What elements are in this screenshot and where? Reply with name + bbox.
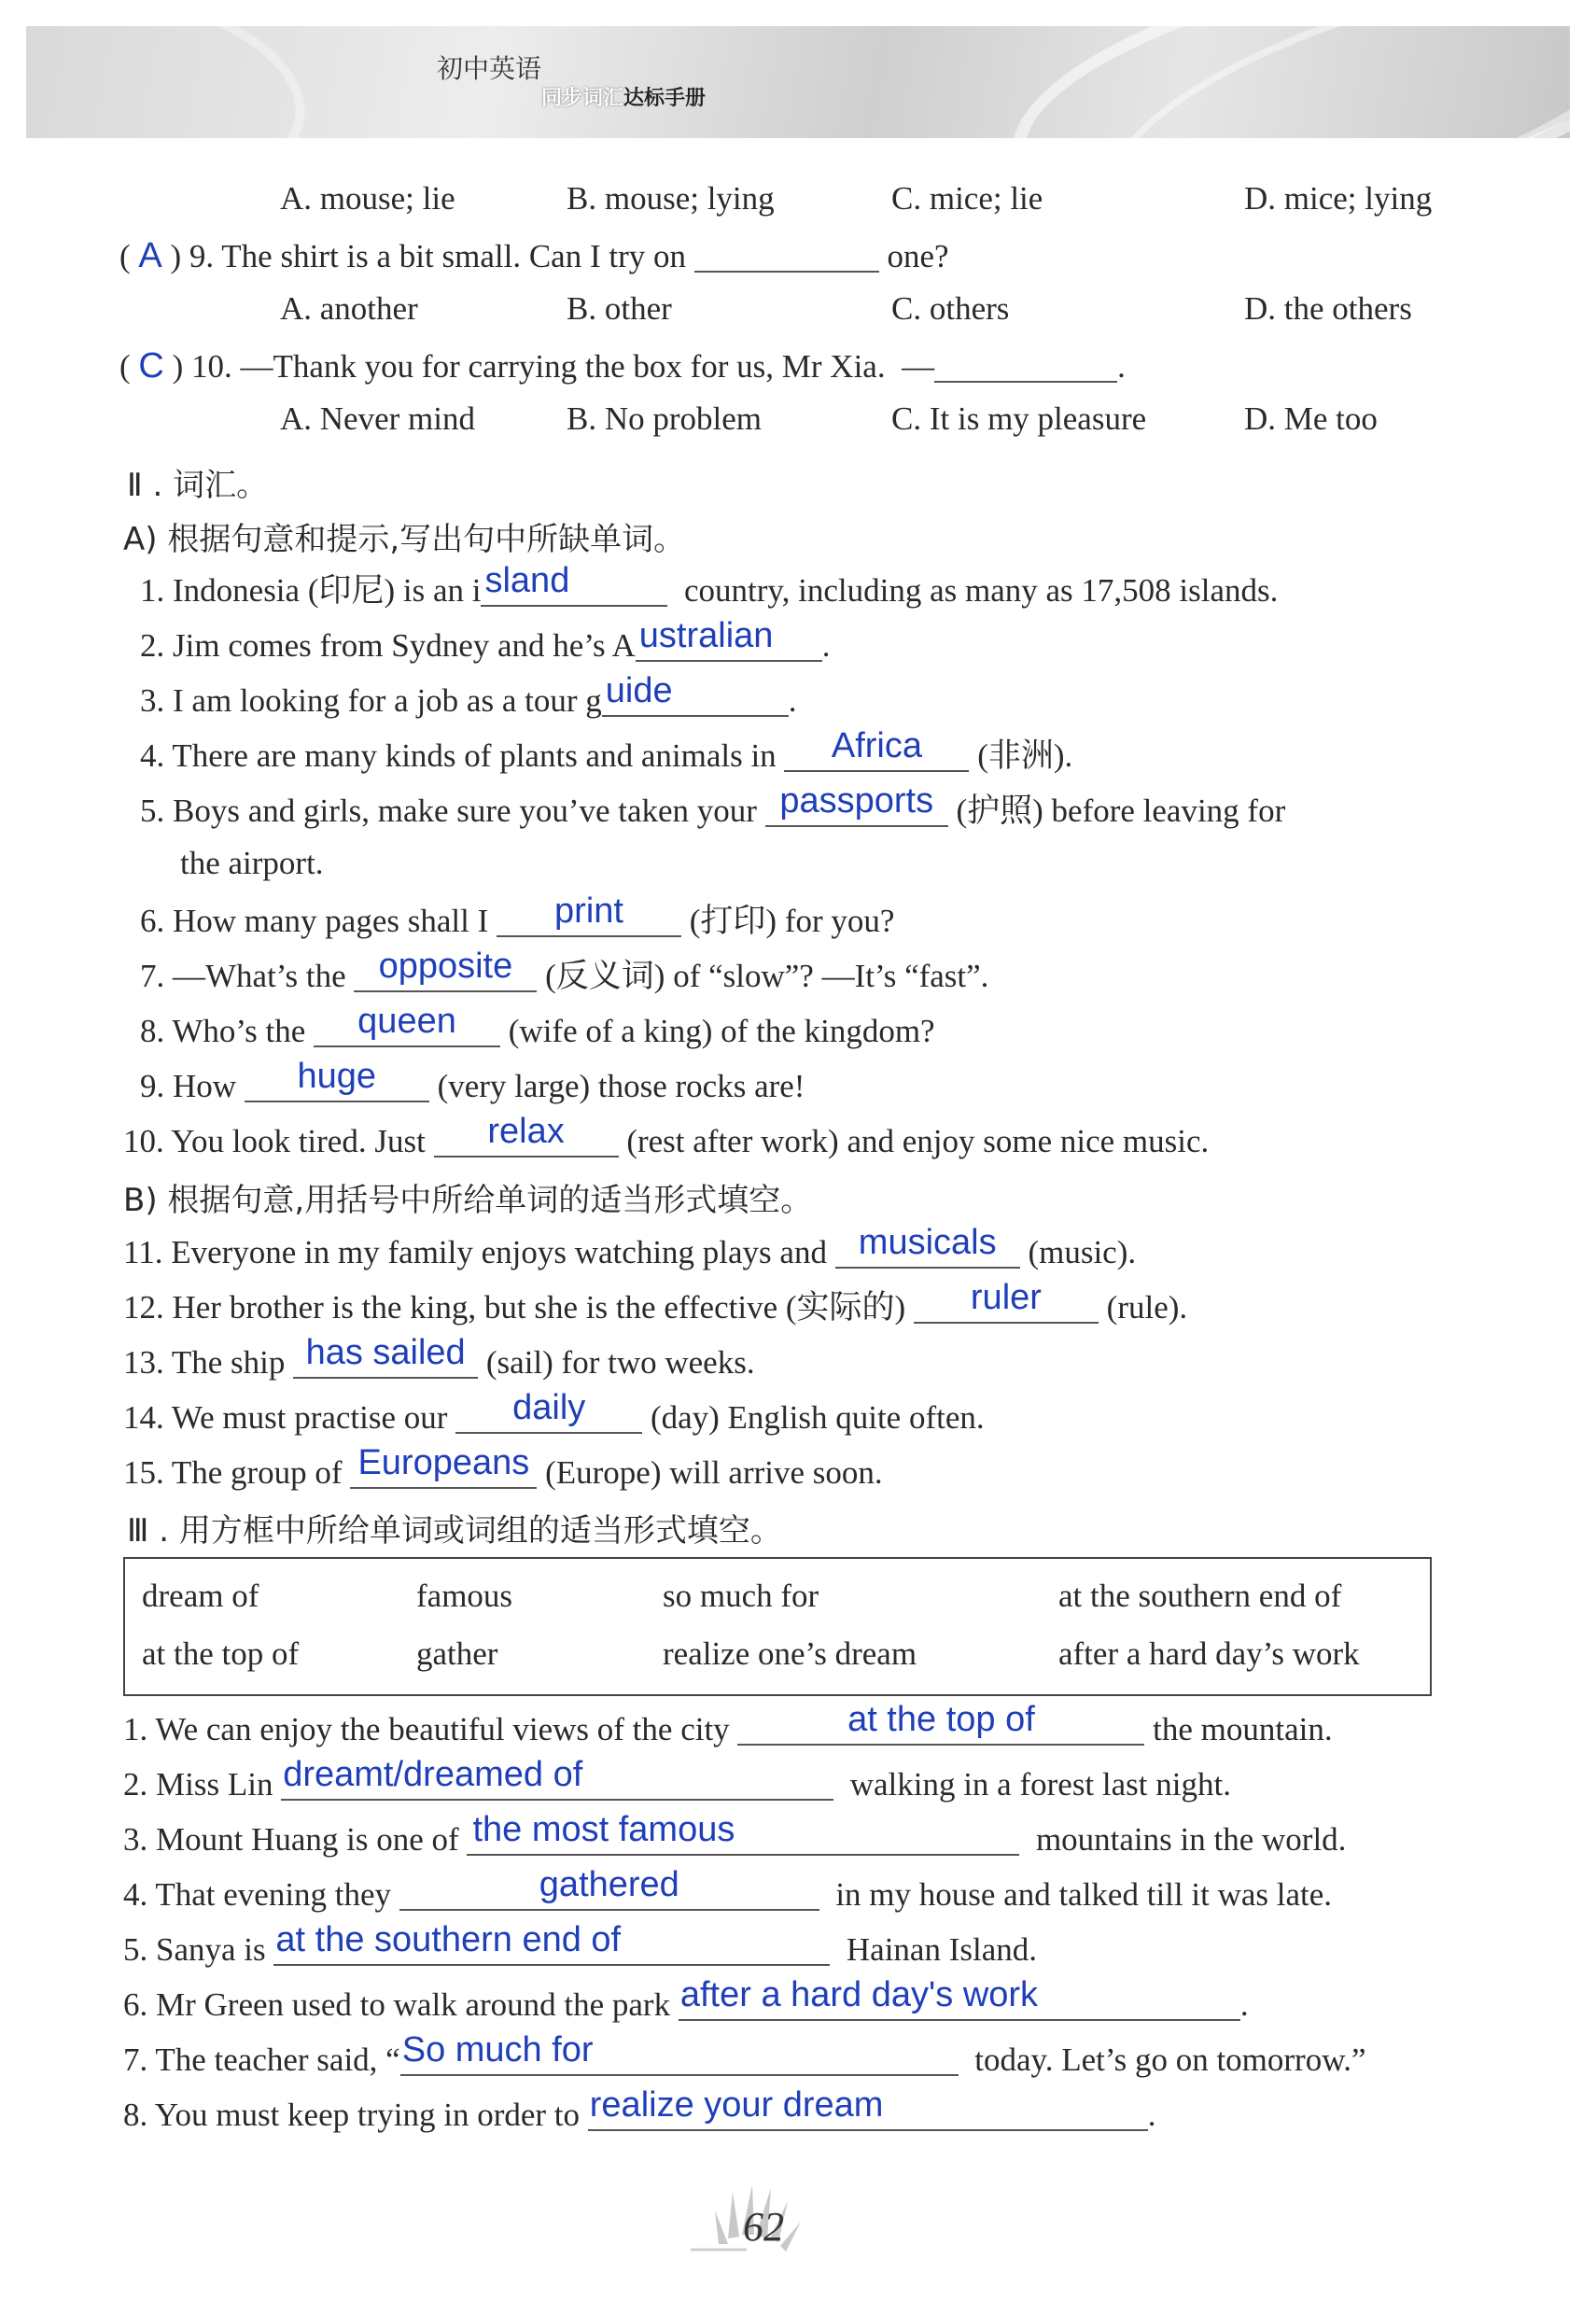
vocab-item: 12. Her brother is the king, but she is the effective (实际的) ruler (rule).	[123, 1278, 1188, 1326]
vocab-item-continued: the airport.	[180, 845, 324, 881]
word-box-item: realize one’s dream	[663, 1635, 917, 1672]
q9-stem: ( A ) 9. The shirt is a bit small. Can I try on one?	[119, 233, 949, 277]
vocab-item: 7. —What’s the opposite (反义词) of “slow”? —It’s “fast”.	[140, 947, 989, 994]
fill-item: 3. Mount Huang is one of the most famous mountains in the world.	[123, 1810, 1347, 1858]
section-2a-instructions: A) 根据句意和提示,写出句中所缺单词。	[123, 521, 686, 558]
q10-option-d: D. Me too	[1244, 400, 1378, 437]
vocab-item: 2. Jim comes from Sydney and he’s A ustralian .	[140, 616, 831, 664]
word-box-item: so much for	[663, 1578, 819, 1614]
vocab-item: 9. How huge (very large) those rocks are!	[140, 1057, 805, 1104]
fill-item: 7. The teacher said, “ So much for today. Let’s go on tomorrow.”	[123, 2030, 1366, 2078]
q8-option-a: A. mouse; lie	[280, 180, 455, 217]
word-box-item: at the top of	[142, 1635, 300, 1672]
q9-option-d: D. the others	[1244, 290, 1412, 327]
vocab-item: 10. You look tired. Just relax (rest after work) and enjoy some nice music.	[123, 1112, 1210, 1159]
word-box-item: at the southern end of	[1058, 1578, 1342, 1614]
fill-item: 8. You must keep trying in order to realize your dream .	[123, 2085, 1156, 2133]
q8-option-c: C. mice; lie	[891, 180, 1043, 217]
vocab-item: 13. The ship has sailed (sail) for two weeks.	[123, 1333, 755, 1381]
q10-option-b: B. No problem	[567, 400, 763, 437]
vocab-item: 1. Indonesia (印尼) is an i sland country, including as many as 17,508 islands.	[140, 561, 1279, 609]
vocab-item: 4. There are many kinds of plants and animals in Africa (非洲).	[140, 726, 1073, 774]
q9-option-b: B. other	[567, 290, 672, 327]
word-box-item: after a hard day’s work	[1058, 1635, 1360, 1672]
fill-item: 5. Sanya is at the southern end of Hainan Island.	[123, 1920, 1037, 1968]
q10-option-a: A. Never mind	[280, 400, 475, 437]
section-2b-instructions: B) 根据句意,用括号中所给单词的适当形式填空。	[123, 1182, 813, 1219]
section-2-title: Ⅱ . 词汇。	[127, 467, 269, 504]
word-box	[123, 1557, 1432, 1696]
q9-option-c: C. others	[891, 290, 1010, 327]
header-title: 初中英语	[437, 53, 542, 84]
word-box-item: gather	[416, 1635, 498, 1672]
page-number: 62	[743, 2204, 784, 2250]
fill-item: 6. Mr Green used to walk around the park after a hard day's work .	[123, 1975, 1249, 2023]
q10-stem: ( C ) 10. —Thank you for carrying the box for us, Mr Xia. — .	[119, 344, 1126, 387]
vocab-item: 6. How many pages shall I print (打印) for you?	[140, 891, 895, 939]
fill-item: 1. We can enjoy the beautiful views of the city at the top of the mountain.	[123, 1700, 1333, 1747]
q9-answer: A	[138, 236, 162, 275]
vocab-item: 3. I am looking for a job as a tour g uide .	[140, 671, 797, 719]
q10-option-c: C. It is my pleasure	[891, 400, 1147, 437]
vocab-item: 15. The group of Europeans (Europe) will arrive soon.	[123, 1443, 883, 1491]
page-header	[26, 26, 1570, 138]
q10-answer: C	[138, 346, 164, 386]
vocab-item: 5. Boys and girls, make sure you’ve taken your passports (护照) before leaving for	[140, 781, 1286, 829]
q9-option-a: A. another	[280, 290, 418, 327]
fill-item: 4. That evening they gathered in my house and talked till it was late.	[123, 1865, 1333, 1913]
q8-option-b: B. mouse; lying	[567, 180, 775, 217]
section-3-title: Ⅲ . 用方框中所给单词或词组的适当形式填空。	[127, 1512, 782, 1550]
word-box-item: famous	[416, 1578, 513, 1614]
vocab-item: 8. Who’s the queen (wife of a king) of the kingdom?	[140, 1002, 935, 1049]
vocab-item: 14. We must practise our daily (day) English quite often.	[123, 1388, 985, 1436]
q8-option-d: D. mice; lying	[1244, 180, 1433, 217]
fill-item: 2. Miss Lin dreamt/dreamed of walking in a forest last night.	[123, 1755, 1231, 1803]
word-box-item: dream of	[142, 1578, 259, 1614]
vocab-item: 11. Everyone in my family enjoys watching plays and musicals (music).	[123, 1223, 1137, 1270]
header-subtitle: 同步词汇达标手册	[541, 87, 707, 110]
